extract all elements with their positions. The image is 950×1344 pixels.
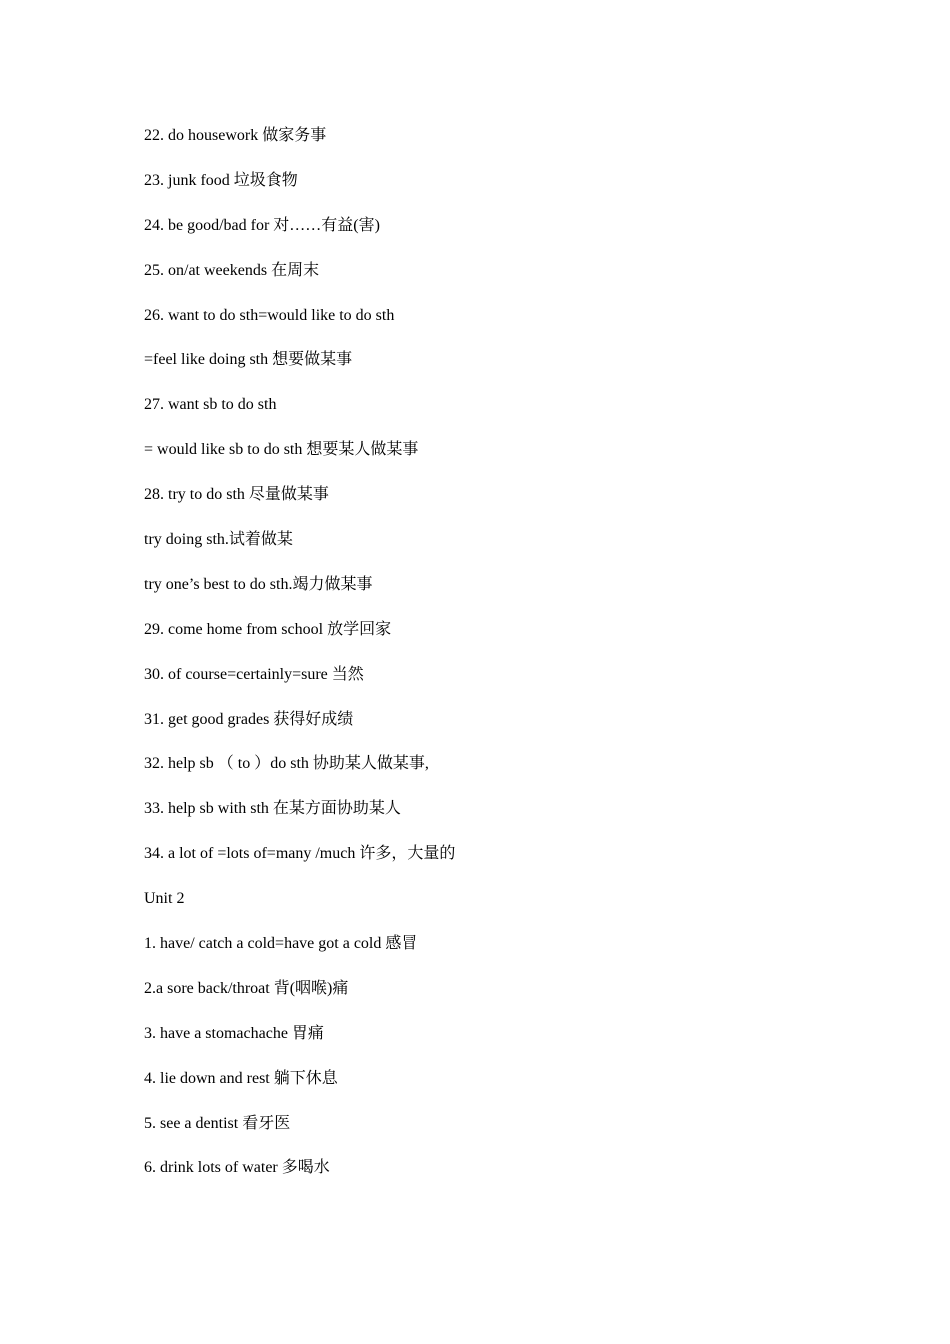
list-item: 26. want to do sth=would like to do sth bbox=[144, 306, 395, 324]
list-item: = would like sb to do sth 想要某人做某事 bbox=[144, 441, 419, 459]
list-item: 27. want sb to do sth bbox=[144, 396, 277, 414]
list-item: 6. drink lots of water 多喝水 bbox=[144, 1159, 330, 1177]
list-item: 32. help sb （ to ）do sth 协助某人做某事, bbox=[144, 755, 429, 773]
list-item: 28. try to do sth 尽量做某事 bbox=[144, 486, 329, 504]
list-item: 23. junk food 垃圾食物 bbox=[144, 171, 298, 189]
list-item: 30. of course=certainly=sure 当然 bbox=[144, 665, 364, 683]
list-item: 1. have/ catch a cold=have got a cold 感冒 bbox=[144, 935, 418, 953]
list-item: 31. get good grades 获得好成绩 bbox=[144, 710, 354, 728]
list-item: 5. see a dentist 看牙医 bbox=[144, 1114, 291, 1132]
list-item: 24. be good/bad for 对……有益(害) bbox=[144, 216, 380, 234]
list-item: 2.a sore back/throat 背(咽喉)痛 bbox=[144, 979, 349, 997]
vocabulary-list bbox=[144, 124, 864, 1201]
list-item: 25. on/at weekends 在周末 bbox=[144, 261, 320, 279]
section-heading: Unit 2 bbox=[144, 890, 185, 908]
list-item: try one’s best to do sth.竭力做某事 bbox=[144, 575, 373, 593]
list-item: 4. lie down and rest 躺下休息 bbox=[144, 1069, 338, 1087]
list-item: 3. have a stomachache 胃痛 bbox=[144, 1024, 324, 1042]
list-item: try doing sth.试着做某 bbox=[144, 531, 293, 549]
list-item: 29. come home from school 放学回家 bbox=[144, 620, 392, 638]
list-item: 34. a lot of =lots of=many /much 许多，大量的 bbox=[144, 845, 456, 863]
list-item: =feel like doing sth 想要做某事 bbox=[144, 351, 353, 369]
list-item: 22. do housework 做家务事 bbox=[144, 127, 327, 144]
list-item: 33. help sb with sth 在某方面协助某人 bbox=[144, 800, 401, 818]
